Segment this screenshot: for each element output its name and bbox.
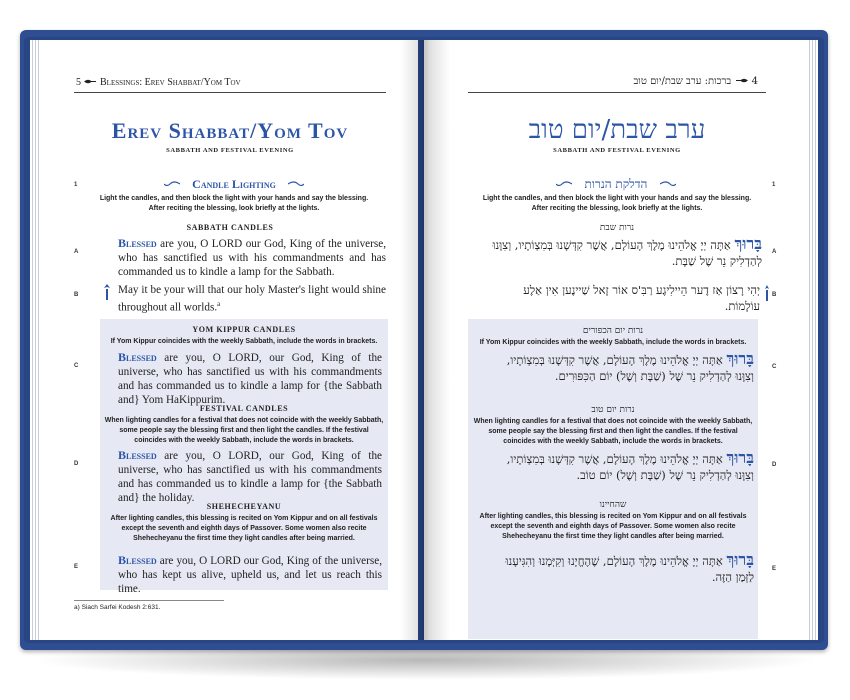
right-blessing-c-text-1: אַתָּה יְיָ אֱלֹהֵינוּ מֶלֶךְ הָעוֹלָם, אֲשֶׁר קִדְּשָׁנוּ בְּמִצְוֹתָיו, xyxy=(506,353,727,367)
candle-marker-icon xyxy=(764,285,770,306)
right-blessing-e-line-2: לַזְּמַן הַזֶּה. xyxy=(711,570,754,584)
right-blessing-a-line-1 xyxy=(468,236,762,253)
right-section-heading xyxy=(556,177,676,191)
right-yom-kippur-caption: נרות יום הכפורים xyxy=(582,326,644,336)
right-blessing-b-line-2: עוֹלָמוֹת. xyxy=(724,299,760,313)
scroll-ornament-icon xyxy=(660,180,676,190)
right-section-number: 1 xyxy=(772,182,776,188)
right-page-title: ערב שבת/יום טוב xyxy=(528,115,706,145)
left-page xyxy=(40,40,418,640)
leaf-ornament-icon xyxy=(734,76,748,87)
right-blessing-e-text-1: אַתָּה יְיָ אֱלֹהֵינוּ מֶלֶךְ הָעוֹלָם, שֶׁהֶחֱיָנוּ וְקִיְּמָנוּ וְהִגִּיעָנוּ xyxy=(505,554,727,568)
left-marker-b: B xyxy=(74,292,79,298)
left-marker-e: E xyxy=(74,564,79,570)
right-blessing-b-line-1: יְהִי רָצוֹן אַז דֶער הֵיילִיגֶע רַבִּ'ס אוֹר זָאל שַׁיינֶען אִין אַלֶע xyxy=(523,283,760,297)
right-blessing-a xyxy=(468,236,762,269)
right-running-head xyxy=(633,76,758,87)
left-marker-a: A xyxy=(74,249,79,255)
right-instruction xyxy=(468,194,766,214)
right-shehecheyanu-instr: After lighting candles, this blessing is recited on Yom Kippur and on all festivals except the seventh and eighth days of Passover. Some women also recite Shehecheyanu the first time they light candles after being married. xyxy=(479,513,747,540)
left-section-number: 1 xyxy=(74,182,78,188)
left-page-title: Erev Shabbat/Yom Tov xyxy=(111,118,349,143)
left-shehecheyanu-caption: SHEHECHEYANU xyxy=(206,502,282,511)
left-blessing-e-text: are you, O LORD our God, King of the universe, who has kept us alive, upheld us, and let us reach this time. xyxy=(118,555,382,595)
right-header-rule xyxy=(468,92,766,93)
scroll-ornament-icon xyxy=(164,180,180,190)
left-blessing-e xyxy=(118,553,382,596)
left-blessing-d-lead: Blessed xyxy=(118,448,157,462)
left-section-title: Candle Lighting xyxy=(192,177,276,191)
right-festival-caption: נרות יום טוב xyxy=(591,405,635,415)
right-blessing-b xyxy=(468,282,760,314)
right-marker-a: A xyxy=(772,249,777,255)
left-blessing-a-text: are you, O LORD our God, King of the universe, who has sanctified us with his commandments and has commanded us to kindle a lamp for the Sabbath. xyxy=(118,238,386,278)
left-header-rule xyxy=(74,92,386,93)
left-blessing-b-text: May it be your will that our holy Master's light would shine throughout all worlds. xyxy=(118,284,386,314)
right-blessing-d-text-1: אַתָּה יְיָ אֱלֹהֵינוּ מֶלֶךְ הָעוֹלָם, אֲשֶׁר קִדְּשָׁנוּ בְּמִצְוֹתָיו, xyxy=(506,452,727,466)
right-instruction-line-1: Light the candles, and then block the light with your hands and say the blessing. xyxy=(482,195,752,202)
scroll-ornament-icon xyxy=(556,180,572,190)
right-running-head-text: ברכות: ערב שבת/יום טוב xyxy=(633,76,732,87)
right-blessing-a-line-2: לְהַדְלִיק נֵר שֶׁל שַׁבָּת. xyxy=(671,254,762,268)
leaf-ornament-icon xyxy=(84,77,98,88)
right-section-title: הדלקת הנרות xyxy=(584,177,648,191)
left-instruction xyxy=(84,194,384,214)
right-page-number: 4 xyxy=(751,76,758,87)
right-marker-b: B xyxy=(772,292,777,298)
right-page-subtitle: SABBATH AND FESTIVAL EVENING xyxy=(553,147,681,154)
right-blessing-c xyxy=(472,351,754,384)
right-page xyxy=(424,40,808,640)
left-page-subtitle: SABBATH AND FESTIVAL EVENING xyxy=(166,147,294,154)
right-festival-instr: When lighting candles for a festival that does not coincide with the weekly Sabbath, some people say the blessing first and then light the candles. If the festival coincides with the weekly Sabbath, include the words in brackets. xyxy=(473,418,753,445)
left-festival-instr: When lighting candles for a festival that does not coincide with the weekly Sabbath, some people say the blessing first and then light the candles. If the festival coincides with the weekly Sabbath, include the words in brackets. xyxy=(104,417,384,444)
left-sabbath-caption: SABBATH CANDLES xyxy=(186,223,274,232)
left-footnote: a) Siach Sarfei Kodesh 2:631. xyxy=(74,604,161,611)
left-footnote-rule xyxy=(74,600,224,601)
right-blessing-d-line-2: וְצִוָּנוּ לְהַדְלִיק נֵר שֶׁל (שַׁבָּת וְשֶׁל) יוֹם טוֹב. xyxy=(576,468,754,482)
left-blessing-b-note: a xyxy=(217,300,221,308)
right-blessing-e-lead: בָּרוּךְ xyxy=(726,550,754,569)
candle-marker-icon xyxy=(102,284,112,305)
right-yom-kippur-instr: If Yom Kippur coincides with the weekly Sabbath, include the words in brackets. xyxy=(479,339,747,346)
left-marker-c: C xyxy=(74,363,79,369)
right-blessing-c-lead: בָּרוּךְ xyxy=(726,349,754,368)
left-blessing-c xyxy=(118,350,382,407)
right-blessing-c-line-1 xyxy=(472,351,754,368)
right-blessing-d-line-1 xyxy=(472,450,754,467)
right-shehecheyanu-caption: שהחיינו xyxy=(599,500,627,510)
left-blessing-b xyxy=(118,283,386,315)
left-instruction-line-2: After reciting the blessing, look briefly at the lights. xyxy=(148,205,320,212)
right-blessing-d xyxy=(472,450,754,483)
left-blessing-d-text: are you, O LORD, our God, King of the universe, who has sanctified us with his commandments and has commanded us to kindle a lamp for {the Sabbath and} the holiday. xyxy=(118,450,382,504)
right-instruction-line-2: After reciting the blessing, look briefly at the lights. xyxy=(531,205,703,212)
left-page-number: 5 xyxy=(76,77,81,88)
right-blessing-a-lead: בָּרוּךְ xyxy=(734,234,762,253)
left-yom-kippur-caption: YOM KIPPUR CANDLES xyxy=(192,325,296,334)
left-shehecheyanu-instr: After lighting candles, this blessing is recited on Yom Kippur and on all festivals except the seventh and eighth days of Passover. Some women also recite Shehecheyanu the first time they light candles after being married. xyxy=(110,515,378,542)
left-festival-caption: FESTIVAL CANDLES xyxy=(199,404,289,413)
right-marker-c: C xyxy=(772,364,777,370)
left-blessing-a xyxy=(118,236,386,279)
left-running-head-text: Blessings: Erev Shabbat/Yom Tov xyxy=(100,77,241,88)
left-instruction-line-1: Light the candles, and then block the light with your hands and say the blessing. xyxy=(99,195,369,202)
right-marker-e: E xyxy=(772,566,777,572)
left-yom-kippur-instr: If Yom Kippur coincides with the weekly Sabbath, include the words in brackets. xyxy=(110,338,378,345)
left-marker-d: D xyxy=(74,461,79,467)
left-blessing-a-lead: Blessed xyxy=(118,236,157,250)
right-blessing-e xyxy=(472,552,754,585)
right-blessing-a-text-1: אַתָּה יְיָ אֱלֹהֵינוּ מֶלֶךְ הָעוֹלָם, אֲשֶׁר קִדְּשָׁנוּ בְּמִצְוֹתָיו, וְצִוָּנוּ xyxy=(492,238,735,252)
right-blessing-c-line-2: וְצִוָּנוּ לְהַדְלִיק נֵר שֶׁל (שַׁבָּת וְשֶׁל) יוֹם הַכִּפּוּרִים. xyxy=(554,369,754,383)
left-section-heading xyxy=(164,177,304,191)
right-sabbath-caption: נרות שבת xyxy=(599,223,635,233)
right-marker-d: D xyxy=(772,462,777,468)
left-blessing-d xyxy=(118,448,382,505)
scroll-ornament-icon xyxy=(288,180,304,190)
left-running-head xyxy=(76,77,241,88)
left-blessing-c-lead: Blessed xyxy=(118,350,157,364)
left-blessing-e-lead: Blessed xyxy=(118,553,157,567)
left-blessing-c-text: are you, O LORD, our God, King of the universe, who has sanctified us with his commandments and has commanded us to kindle a lamp for {the Sabbath and} Yom HaKippurim. xyxy=(118,352,382,406)
right-blessing-d-lead: בָּרוּךְ xyxy=(726,448,754,467)
right-blessing-e-line-1 xyxy=(472,552,754,569)
